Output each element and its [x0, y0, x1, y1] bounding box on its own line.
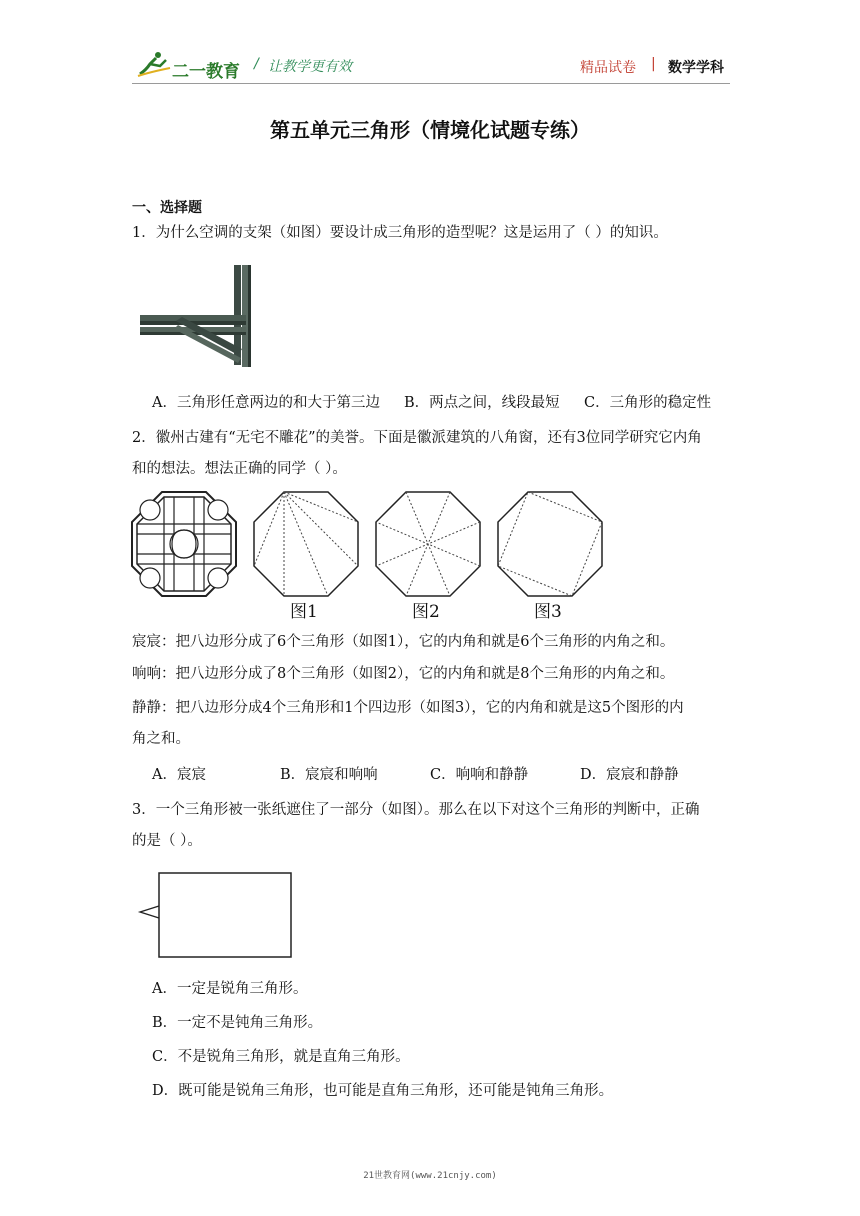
q2-option-b: B．宸宸和响响: [280, 767, 378, 783]
q3-option-d: D．既可能是锐角三角形，也可能是直角三角形，还可能是钝角三角形。: [152, 1083, 614, 1099]
q2-option-c: C．响响和静静: [430, 767, 529, 783]
figure-2-octagon: [374, 490, 482, 598]
q2-person-1: 宸宸：把八边形分成了6个三角形（如图1），它的内角和就是6个三角形的内角之和。: [132, 634, 675, 650]
slogan-slash: /: [254, 56, 259, 72]
covered-triangle-figure: [136, 870, 296, 960]
figure-1-label: 图1: [290, 602, 318, 622]
page-footer: 21世教育网(www.21cnjy.com): [363, 1171, 497, 1181]
octagonal-window-image: [130, 490, 238, 598]
q2-person-2: 响响：把八边形分成了8个三角形（如图2），它的内角和就是8个三角形的内角之和。: [132, 666, 675, 682]
q3-stem-line1: 3．一个三角形被一张纸遮住了一部分（如图）。那么在以下对这个三角形的判断中，正确: [132, 802, 700, 818]
logo: [136, 50, 246, 80]
q2-option-a: A．宸宸: [152, 767, 206, 783]
q1-option-b: B．两点之间，线段最短: [404, 395, 560, 411]
figure-3-label: 图3: [534, 602, 562, 622]
q2-stem-line1: 2．徽州古建有“无宅不雕花”的美誉。下面是徽派建筑的八角窗，还有3位同学研究它内角: [132, 430, 702, 446]
q3-option-a: A．一定是锐角三角形。: [152, 981, 308, 997]
figure-3-octagon: [496, 490, 604, 598]
slogan: 让教学更有效: [268, 59, 352, 75]
figure-2-label: 图2: [412, 602, 440, 622]
header-separator: |: [651, 56, 656, 72]
figure-1-octagon: [252, 490, 360, 598]
q1-option-a: A．三角形任意两边的和大于第三边: [152, 395, 380, 411]
q3-option-c: C．不是锐角三角形，就是直角三角形。: [152, 1049, 410, 1065]
q3-option-b: B．一定不是钝角三角形。: [152, 1015, 323, 1031]
q2-person-3-line2: 角之和。: [132, 731, 190, 747]
air-conditioner-bracket-image: [138, 263, 256, 368]
q2-option-d: D．宸宸和静静: [580, 767, 679, 783]
q2-person-3-line1: 静静：把八边形分成4个三角形和1个四边形（如图3），它的内角和就是这5个图形的内: [132, 700, 684, 716]
q2-stem-line2: 和的想法。想法正确的同学（ ）。: [132, 461, 347, 477]
header-divider: [132, 83, 730, 84]
header-subject: 数学学科: [668, 60, 724, 76]
q3-stem-line2: 的是（ ）。: [132, 833, 202, 849]
q1-option-c: C．三角形的稳定性: [584, 395, 712, 411]
section-heading: 一、选择题: [132, 200, 202, 216]
header-category: 精品试卷: [580, 60, 636, 76]
page-title: 第五单元三角形（情境化试题专练）: [270, 118, 590, 142]
brand-name: 二一教育: [172, 62, 240, 82]
q1-stem: 1．为什么空调的支架（如图）要设计成三角形的造型呢？这是运用了（ ）的知识。: [132, 225, 668, 241]
running-figure-icon: [136, 50, 172, 78]
